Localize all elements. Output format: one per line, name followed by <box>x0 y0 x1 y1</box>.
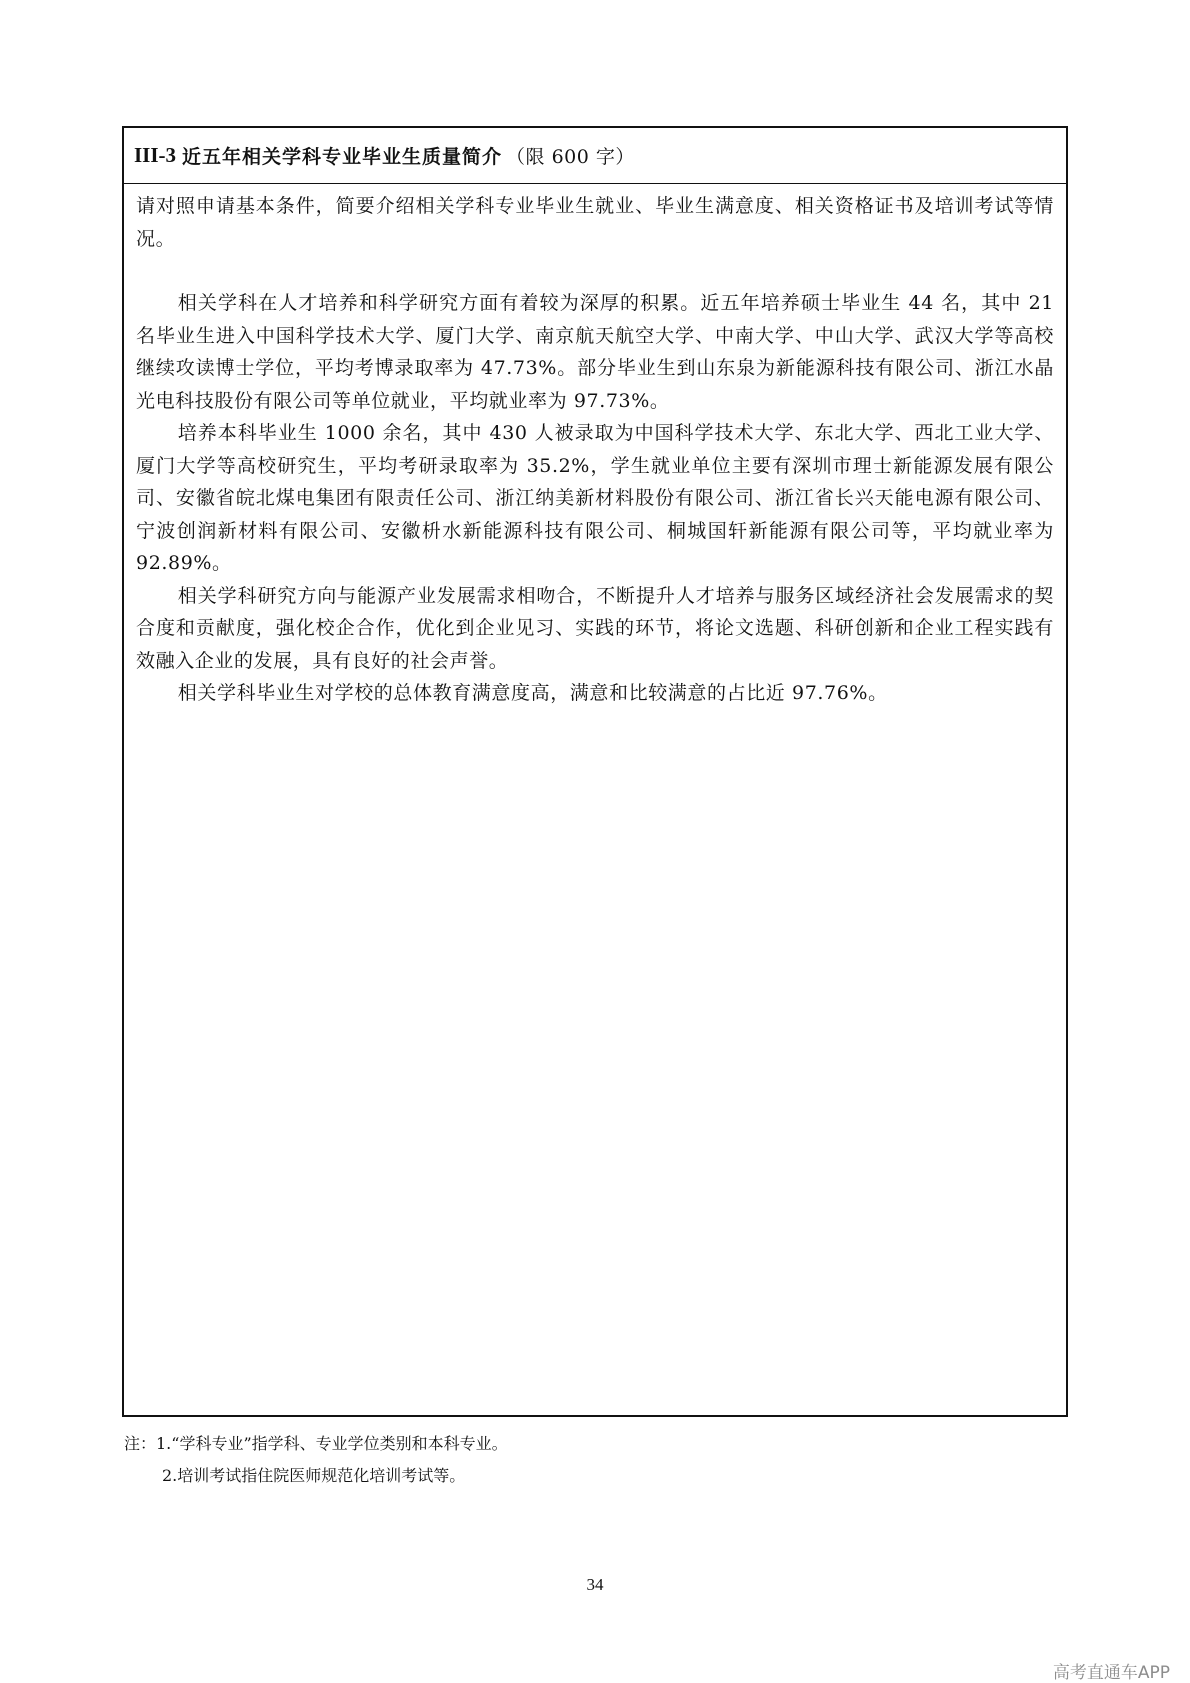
footnote-2: 2.培训考试指住院医师规范化培训考试等。 <box>162 1466 466 1485</box>
footnotes <box>124 1428 508 1492</box>
word-limit: （限 600 字） <box>506 146 635 168</box>
form-table <box>122 126 1068 1417</box>
paragraph-industry-alignment: 相关学科研究方向与能源产业发展需求相吻合，不断提升人才培养与服务区域经济社会发展需求的契合度和贡献度，强化校企合作，优化到企业见习、实践的环节，将论文选题、科研创新和企业工程实践有效融入企业的发展，具有良好的社会声誉。 <box>136 584 1054 672</box>
page-number: 34 <box>586 1575 604 1594</box>
footnote-1: 注：1.“学科专业”指学科、专业学位类别和本科专业。 <box>124 1434 508 1453</box>
section-content <box>124 184 1066 710</box>
instruction-text: 请对照申请基本条件，简要介绍相关学科专业毕业生就业、毕业生满意度、相关资格证书及培训考试等情况。 <box>136 195 1054 250</box>
paragraph-satisfaction: 相关学科毕业生对学校的总体教育满意度高，满意和比较满意的占比近 97.76%。 <box>177 682 888 704</box>
paragraph-undergraduate: 培养本科毕业生 1000 余名，其中 430 人被录取为中国科学技术大学、东北大学、西北工业大学、厦门大学等高校研究生，平均考研录取率为 35.2%，学生就业单位主要有深圳市理士新能源发展有限公司、安徽省皖北煤电集团有限责任公司、浙江纳美新材料股份有限公司、浙江省长兴天能电源有限公司、宁波创润新材料有限公司、安徽枡水新能源科技有限公司、桐城国轩新能源有限公司等，平均就业率为 92.89%。 <box>136 422 1054 574</box>
section-header <box>124 128 1066 184</box>
watermark: 高考直通车APP <box>1052 1663 1170 1683</box>
section-code: III-3 <box>134 143 177 167</box>
section-title: 近五年相关学科专业毕业生质量简介 <box>182 146 503 168</box>
paragraph-graduate-overview: 相关学科在人才培养和科学研究方面有着较为深厚的积累。近五年培养硕士毕业生 44 名，其中 21 名毕业生进入中国科学技术大学、厦门大学、南京航天航空大学、中南大学、中山大学、武汉大学等高校继续攻读博士学位，平均考博录取率为 47.73%。部分毕业生到山东泉为新能源科技有限公司、浙江水晶光电科技股份有限公司等单位就业，平均就业率为 97.73%。 <box>136 292 1054 412</box>
